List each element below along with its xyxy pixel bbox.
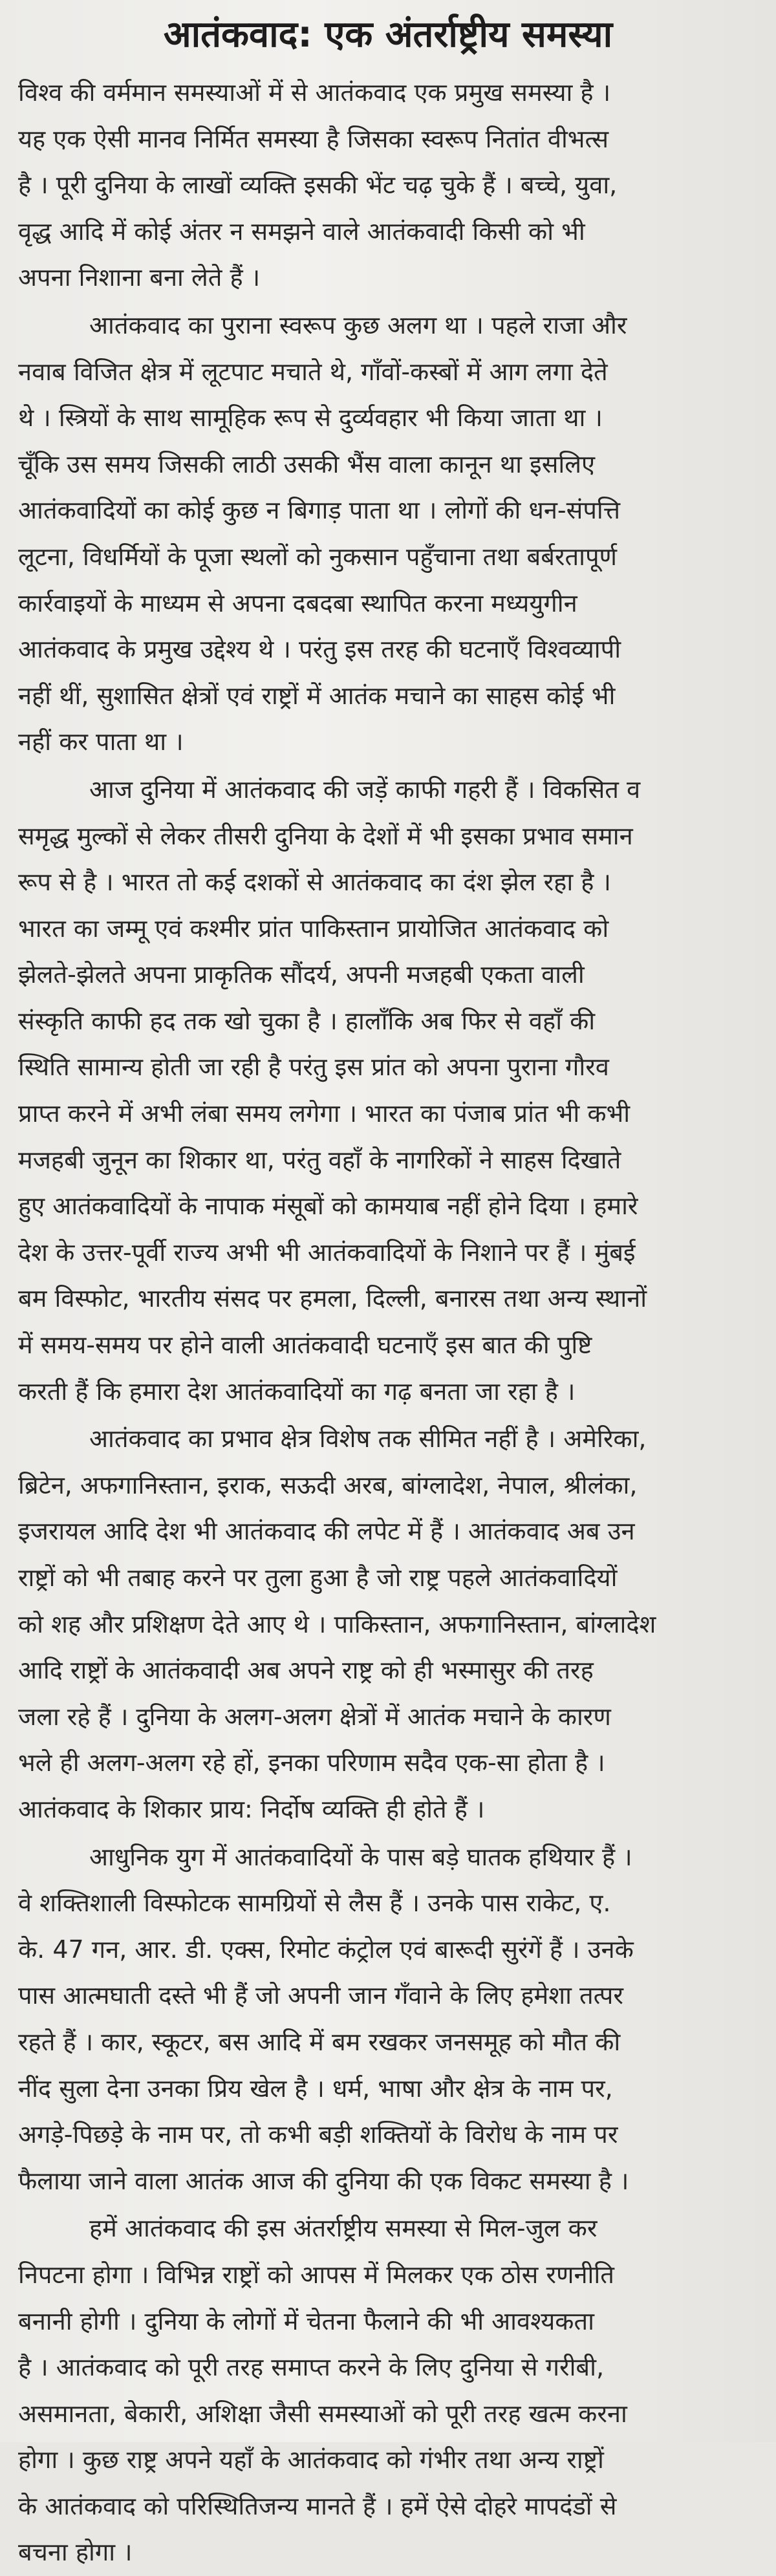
text-line: वे शक्तिशाली विस्फोटक सामग्रियों से लैस हैं । उनके पास राकेट, ए.: [18, 1889, 611, 1918]
text-line: थे । स्त्रियों के साथ सामूहिक रूप से दुर्व्यवहार भी किया जाता था ।: [18, 403, 603, 433]
text-line: लूटना, विधर्मियों के पूजा स्थलों को नुकसान पहुँचाना तथा बर्बरतापूर्ण: [18, 542, 618, 571]
text-line: में समय-समय पर होने वाली आतंकवादी घटनाएँ इस बात की पुष्टि: [18, 1331, 592, 1360]
text-line: निपटना होगा । विभिन्न राष्ट्रों को आपस में मिलकर एक ठोस रणनीति: [18, 2260, 614, 2289]
essay-title: आतंकवाद: एक अंतर्राष्ट्रीय समस्या: [163, 14, 613, 56]
text-line: फैलाया जाने वाला आतंक आज की दुनिया की एक विकट समस्या है ।: [18, 2166, 629, 2195]
text-line: के. 47 गन, आर. डी. एक्स, रिमोट कंट्रोल एवं बारूदी सुरंगें हैं । उनके: [18, 1935, 634, 1964]
text-line: असमानता, बेकारी, अशिक्षा जैसी समस्याओं को पूरी तरह खत्म करना: [18, 2399, 627, 2428]
text-line: नवाब विजित क्षेत्र में लूटपाट मचाते थे, गाँवों-कस्बों में आग लगा देते: [18, 357, 608, 386]
text-line: अगड़े-पिछड़े के नाम पर, तो कभी बड़ी शक्तियों के विरोध के नाम पर: [18, 2120, 618, 2149]
text-line: आतंकवाद का पुराना स्वरूप कुछ अलग था । पहले राजा और: [89, 310, 627, 339]
text-line: होगा । कुछ राष्ट्र अपने यहाँ के आतंकवाद को गंभीर तथा अन्य राष्ट्रों: [18, 2445, 604, 2474]
text-line: वृद्ध आदि में कोई अंतर न समझने वाले आतंकवादी किसी को भी: [18, 217, 585, 246]
text-line: आतंकवाद का प्रभाव क्षेत्र विशेष तक सीमित नहीं है । अमेरिका,: [89, 1424, 647, 1454]
text-line: है । पूरी दुनिया के लाखों व्यक्ति इसकी भेंट चढ़ चुके हैं । बच्चे, युवा,: [18, 171, 618, 200]
text-line: झेलते-झेलते अपना प्राकृतिक सौंदर्य, अपनी मजहबी एकता वाली: [18, 960, 585, 989]
essay-body: [18, 70, 758, 2576]
text-line: हमें आतंकवाद की इस अंतर्राष्ट्रीय समस्या से मिल-जुल कर: [89, 2214, 598, 2243]
text-line: बम विस्फोट, भारतीय संसद पर हमला, दिल्ली, बनारस तथा अन्य स्थानों: [18, 1284, 647, 1313]
text-line: इजरायल आदि देश भी आतंकवाद की लपेट में हैं । आतंकवाद अब उन: [18, 1517, 635, 1546]
text-line: करती हैं कि हमारा देश आतंकवादियों का गढ़ बनता जा रहा है ।: [18, 1377, 576, 1406]
text-line: नहीं कर पाता था ।: [18, 727, 184, 757]
text-line: आतंकवादियों का कोई कुछ न बिगाड़ पाता था । लोगों की धन-संपत्ति: [18, 496, 621, 525]
text-line: कार्रवाइयों के माध्यम से अपना दबदबा स्थापित करना मध्ययुगीन: [18, 588, 577, 617]
text-line: नहीं थीं, सुशासित क्षेत्रों एवं राष्ट्रों में आतंक मचाने का साहस कोई भी: [18, 681, 616, 710]
paragraph-4: [18, 1416, 758, 1832]
text-line: देश के उत्तर-पूर्वी राज्य अभी भी आतंकवादियों के निशाने पर हैं । मुंबई: [18, 1238, 636, 1267]
text-line: भारत का जम्मू एवं कश्मीर प्रांत पाकिस्तान प्रायोजित आतंकवाद को: [18, 914, 609, 943]
text-line: समृद्ध मुल्कों से लेकर तीसरी दुनिया के देशों में भी इसका प्रभाव समान: [18, 821, 633, 850]
text-line: संस्कृति काफी हद तक खो चुका है । हालाँकि अब फिर से वहाँ की: [18, 1006, 596, 1035]
text-line: को शह और प्रशिक्षण देते आए थे । पाकिस्तान, अफगानिस्तान, बांग्लादेश: [18, 1609, 656, 1638]
text-line: राष्ट्रों को भी तबाह करने पर तुला हुआ है जो राष्ट्र पहले आतंकवादियों: [18, 1563, 618, 1592]
text-line: पास आत्मघाती दस्ते भी हैं जो अपनी जान गँवाने के लिए हमेशा तत्पर: [18, 1981, 623, 2010]
paragraph-2: [18, 303, 758, 766]
text-line: रहते हैं । कार, स्कूटर, बस आदि में बम रखकर जनसमूह को मौत की: [18, 2027, 621, 2056]
text-line: नींद सुला देना उनका प्रिय खेल है । धर्म, भाषा और क्षेत्र के नाम पर,: [18, 2074, 613, 2103]
text-line: बचना होगा ।: [18, 2538, 133, 2567]
text-line: प्राप्त करने में अभी लंबा समय लगेगा । भारत का पंजाब प्रांत भी कभी: [18, 1099, 630, 1128]
text-line: बनानी होगी । दुनिया के लोगों में चेतना फैलाने की भी आवश्यकता: [18, 2306, 594, 2335]
text-line: के आतंकवाद को परिस्थितिजन्य मानते हैं । हमें ऐसे दोहरे मापदंडों से: [18, 2491, 617, 2520]
text-line: रूप से है । भारत तो कई दशकों से आतंकवाद का दंश झेल रहा है ।: [18, 868, 611, 897]
text-line: भले ही अलग-अलग रहे हों, इनका परिणाम सदैव एक-सा होता है ।: [18, 1748, 605, 1777]
text-line: है । आतंकवाद को पूरी तरह समाप्त करने के लिए दुनिया से गरीबी,: [18, 2353, 605, 2382]
text-line: आतंकवाद के शिकार प्राय: निर्दोष व्यक्ति ही होते हैं ।: [18, 1794, 485, 1823]
paragraph-3: [18, 767, 758, 1415]
text-line: चूँकि उस समय जिसकी लाठी उसकी भैंस वाला कानून था इसलिए: [18, 449, 596, 478]
text-line: स्थिति सामान्य होती जा रही है परंतु इस प्रांत को अपना पुराना गौरव: [18, 1053, 609, 1082]
text-line: अपना निशाना बना लेते हैं ।: [18, 263, 261, 292]
text-line: हुए आतंकवादियों के नापाक मंसूबों को कामयाब नहीं होने दिया । हमारे: [18, 1192, 638, 1221]
paragraph-6: [18, 2206, 758, 2576]
text-line: यह एक ऐसी मानव निर्मित समस्या है जिसका स्वरूप नितांत वीभत्स: [18, 124, 609, 153]
text-line: आदि राष्ट्रों के आतंकवादी अब अपने राष्ट्र को ही भस्मासुर की तरह: [18, 1656, 594, 1685]
text-line: मजहबी जुनून का शिकार था, परंतु वहाँ के नागरिकों ने साहस दिखाते: [18, 1145, 621, 1174]
text-line: विश्व की वर्ममान समस्याओं में से आतंकवाद एक प्रमुख समस्या है ।: [18, 78, 611, 107]
paragraph-1: [18, 70, 758, 301]
text-line: जला रहे हैं । दुनिया के अलग-अलग क्षेत्रों में आतंक मचाने के कारण: [18, 1702, 611, 1731]
text-line: ब्रिटेन, अफगानिस्तान, इराक, सऊदी अरब, बांग्लादेश, नेपाल, श्रीलंका,: [18, 1470, 638, 1499]
text-line: आतंकवाद के प्रमुख उद्देश्य थे । परंतु इस तरह की घटनाएँ विश्वव्यापी: [18, 635, 621, 664]
text-line: आज दुनिया में आतंकवाद की जड़ें काफी गहरी हैं । विकसित व: [89, 775, 641, 804]
paragraph-5: [18, 1834, 758, 2205]
text-line: आधुनिक युग में आतंकवादियों के पास बड़े घातक हथियार हैं ।: [89, 1842, 632, 1871]
